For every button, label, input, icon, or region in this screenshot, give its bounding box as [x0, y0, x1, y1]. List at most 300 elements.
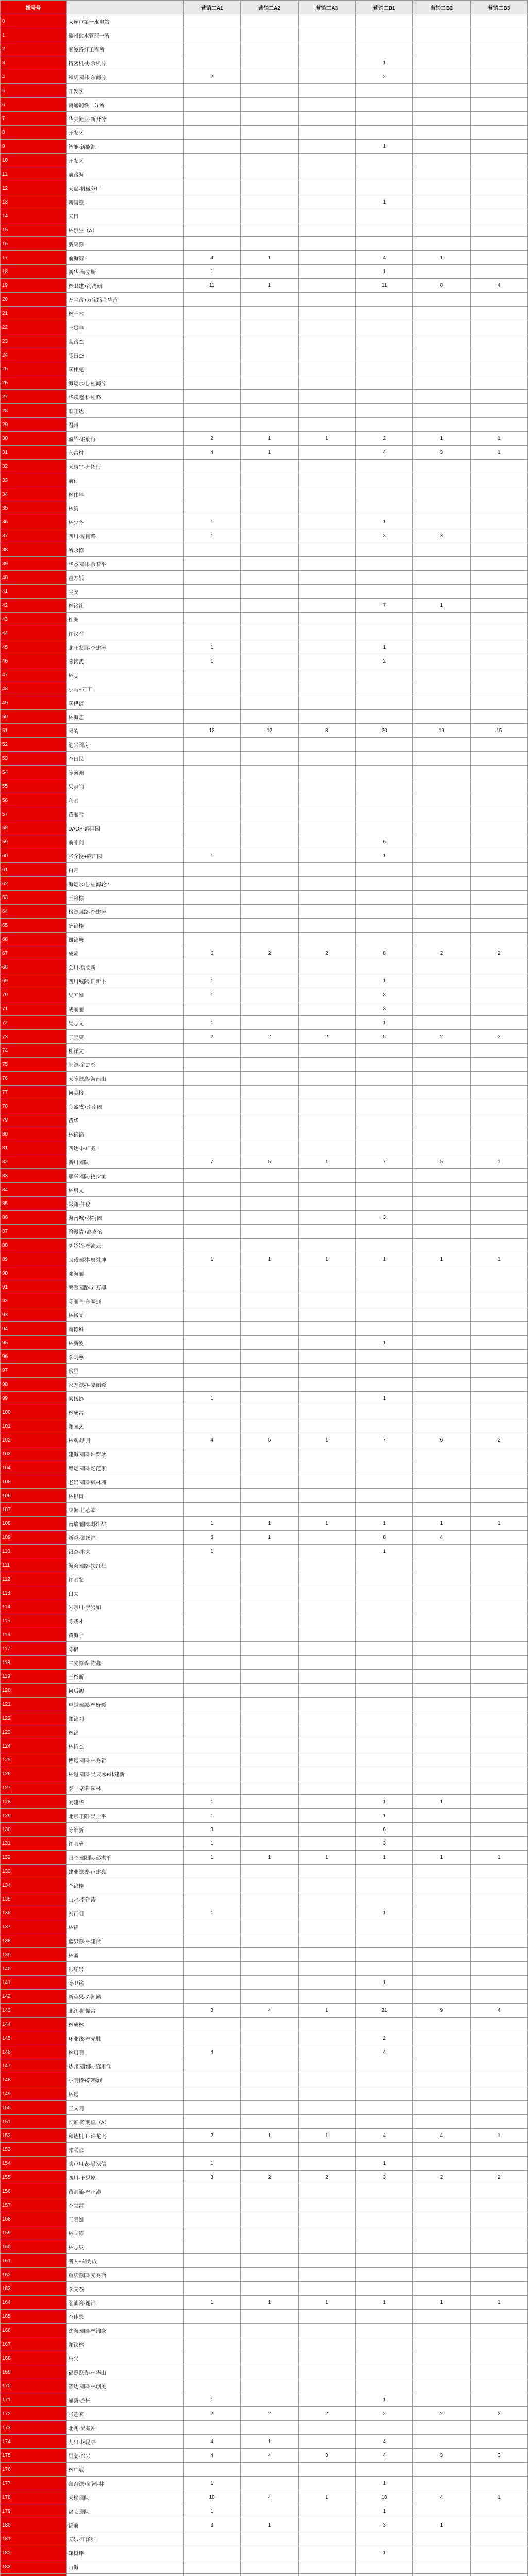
row-id: 125: [1, 1753, 67, 1767]
row-value-cell: [298, 2212, 355, 2226]
row-value-cell: [470, 974, 527, 988]
row-value-cell: [470, 1976, 527, 1990]
row-value-cell: [241, 2310, 298, 2324]
row-value-cell: [184, 320, 241, 334]
row-id: 156: [1, 2184, 67, 2198]
row-value-cell: [298, 1586, 355, 1600]
row-value-cell: [355, 1767, 412, 1781]
row-company-name: 开发区: [67, 84, 184, 98]
row-value-cell: [355, 1239, 412, 1252]
row-company-name: 前路海: [67, 167, 184, 181]
row-value-cell: 2: [470, 1030, 527, 1044]
row-id: 8: [1, 126, 67, 140]
row-value-cell: [298, 1628, 355, 1642]
row-value-cell: [241, 2282, 298, 2296]
row-value-cell: [413, 1239, 470, 1252]
row-company-name: 吴五如: [67, 988, 184, 1002]
row-id: 52: [1, 738, 67, 752]
row-value-cell: [355, 14, 412, 28]
row-id: 141: [1, 1976, 67, 1990]
row-value-cell: [298, 2115, 355, 2129]
row-value-cell: 1: [298, 2490, 355, 2504]
row-value-cell: [413, 2031, 470, 2045]
row-value-cell: [184, 2282, 241, 2296]
row-value-cell: [413, 2240, 470, 2254]
row-company-name: 开发区: [67, 126, 184, 140]
row-value-cell: [413, 1225, 470, 1239]
row-value-cell: [298, 2240, 355, 2254]
row-id: 120: [1, 1684, 67, 1698]
row-value-cell: [298, 1419, 355, 1433]
row-value-cell: 1: [184, 2504, 241, 2518]
table-row: [1, 1308, 528, 1322]
row-value-cell: [413, 1767, 470, 1781]
row-value-cell: [470, 1767, 527, 1781]
row-value-cell: [470, 1865, 527, 1878]
row-value-cell: [184, 2532, 241, 2546]
row-value-cell: [355, 1266, 412, 1280]
row-value-cell: [241, 529, 298, 543]
row-value-cell: 1: [470, 1517, 527, 1531]
row-value-cell: [184, 1405, 241, 1419]
row-value-cell: [355, 2226, 412, 2240]
row-value-cell: [241, 2477, 298, 2490]
row-id: 64: [1, 905, 67, 919]
row-value-cell: [413, 2268, 470, 2282]
table-row: [1, 2198, 528, 2212]
row-id: 172: [1, 2407, 67, 2421]
row-company-name: 福临团队: [67, 2504, 184, 2518]
row-value-cell: [298, 1322, 355, 1336]
table-row: [1, 1837, 528, 1851]
row-value-cell: [470, 1211, 527, 1225]
row-value-cell: [184, 1892, 241, 1906]
row-value-cell: [241, 42, 298, 56]
row-value-cell: 1: [298, 2004, 355, 2018]
row-value-cell: [298, 112, 355, 126]
row-value-cell: [355, 1141, 412, 1155]
row-value-cell: 1: [184, 1392, 241, 1405]
row-id: 34: [1, 487, 67, 501]
row-id: 9: [1, 140, 67, 154]
table-row: [1, 1239, 528, 1252]
row-value-cell: [413, 2324, 470, 2337]
row-value-cell: [413, 2463, 470, 2477]
row-value-cell: [298, 960, 355, 974]
row-company-name: 重庆源园-元秀西: [67, 2268, 184, 2282]
row-value-cell: [355, 2324, 412, 2337]
row-value-cell: [184, 1558, 241, 1572]
table-row: [1, 807, 528, 821]
row-value-cell: [184, 2143, 241, 2157]
row-value-cell: 1: [241, 2129, 298, 2143]
row-value-cell: [241, 2379, 298, 2393]
row-value-cell: [355, 154, 412, 167]
row-value-cell: [298, 1266, 355, 1280]
row-value-cell: 4: [184, 1433, 241, 1447]
row-value-cell: [184, 487, 241, 501]
row-value-cell: [184, 2059, 241, 2073]
row-value-cell: [413, 473, 470, 487]
row-value-cell: [241, 1239, 298, 1252]
row-value-cell: 11: [184, 279, 241, 293]
row-value-cell: [413, 56, 470, 70]
row-value-cell: [470, 1990, 527, 2004]
table-row: [1, 1127, 528, 1141]
row-value-cell: [470, 2337, 527, 2351]
row-company-name: 归心园团队-彭洪平: [67, 1851, 184, 1865]
table-row: [1, 877, 528, 891]
row-id: 104: [1, 1461, 67, 1475]
row-company-name: 福源源香-林华山: [67, 2365, 184, 2379]
row-value-cell: [184, 1656, 241, 1670]
row-value-cell: [413, 2212, 470, 2226]
row-id: 83: [1, 1169, 67, 1183]
row-value-cell: [241, 1086, 298, 1099]
table-row: [1, 320, 528, 334]
row-company-name: 黄洞涌-林正沛: [67, 2184, 184, 2198]
row-value-cell: [184, 1781, 241, 1795]
row-value-cell: [184, 2073, 241, 2087]
row-value-cell: [413, 293, 470, 307]
row-value-cell: 1: [355, 1545, 412, 1558]
row-value-cell: [184, 460, 241, 473]
row-value-cell: [241, 1099, 298, 1113]
row-company-name: 林泉生（A）: [67, 223, 184, 237]
row-value-cell: [355, 821, 412, 835]
row-value-cell: [470, 1809, 527, 1823]
table-row: [1, 933, 528, 946]
table-row: [1, 2171, 528, 2184]
row-id: 128: [1, 1795, 67, 1809]
row-company-name: 前行: [67, 473, 184, 487]
row-value-cell: [413, 1878, 470, 1892]
row-id: 55: [1, 779, 67, 793]
row-value-cell: [184, 1419, 241, 1433]
row-value-cell: [413, 334, 470, 348]
row-value-cell: [241, 1127, 298, 1141]
table-row: [1, 209, 528, 223]
row-value-cell: [355, 209, 412, 223]
row-value-cell: [298, 2282, 355, 2296]
row-value-cell: 1: [470, 2296, 527, 2310]
row-company-name: 朱宗川-泉岩如: [67, 1600, 184, 1614]
table-row: [1, 362, 528, 376]
row-id: 157: [1, 2198, 67, 2212]
row-company-name: 张艺家: [67, 2407, 184, 2421]
row-value-cell: [413, 543, 470, 557]
row-value-cell: [241, 2574, 298, 2576]
row-company-name: 王杉斯: [67, 1670, 184, 1684]
row-value-cell: [355, 738, 412, 752]
row-value-cell: [355, 1350, 412, 1364]
row-value-cell: [413, 2045, 470, 2059]
row-value-cell: [298, 529, 355, 543]
row-value-cell: 1: [413, 1795, 470, 1809]
row-company-name: 新英果-刘潮鳍: [67, 1990, 184, 2004]
row-company-name: 鼎新-胜彬: [67, 2393, 184, 2407]
row-id: 41: [1, 585, 67, 599]
row-value-cell: [470, 473, 527, 487]
row-value-cell: [298, 1239, 355, 1252]
row-value-cell: [241, 1364, 298, 1378]
table-row: [1, 1948, 528, 1962]
row-value-cell: [355, 1642, 412, 1656]
table-row: [1, 891, 528, 905]
col-header-b1: 营销二B1: [355, 1, 412, 14]
row-value-cell: [184, 1239, 241, 1252]
row-company-name: 鑫泰源+新潮-林: [67, 2477, 184, 2490]
row-value-cell: [298, 2504, 355, 2518]
row-value-cell: [184, 1169, 241, 1183]
row-value-cell: [413, 1405, 470, 1419]
row-value-cell: [184, 2184, 241, 2198]
row-value-cell: [413, 1586, 470, 1600]
row-id: 45: [1, 640, 67, 654]
row-value-cell: [298, 1141, 355, 1155]
row-value-cell: [355, 933, 412, 946]
row-value-cell: [184, 1378, 241, 1392]
row-value-cell: [241, 2184, 298, 2198]
table-row: [1, 2254, 528, 2268]
row-value-cell: [241, 2463, 298, 2477]
row-company-name: 所永德: [67, 543, 184, 557]
row-id: 168: [1, 2351, 67, 2365]
row-value-cell: [355, 1948, 412, 1962]
table-row: [1, 1489, 528, 1503]
row-value-cell: [241, 571, 298, 585]
table-row: [1, 2407, 528, 2421]
row-value-cell: 1: [470, 1851, 527, 1865]
row-value-cell: 1: [298, 2296, 355, 2310]
row-value-cell: [298, 1878, 355, 1892]
row-company-name: 前海湾: [67, 251, 184, 265]
row-value-cell: [241, 696, 298, 710]
row-id: 30: [1, 432, 67, 446]
row-value-cell: [298, 613, 355, 626]
row-value-cell: [184, 348, 241, 362]
row-value-cell: [184, 2031, 241, 2045]
row-company-name: 家方源办-夏丽媛: [67, 1378, 184, 1392]
row-company-name: 天陈源高-海南山: [67, 1072, 184, 1086]
table-row: [1, 1781, 528, 1795]
row-value-cell: 1: [470, 432, 527, 446]
row-value-cell: [241, 1405, 298, 1419]
row-value-cell: [355, 404, 412, 418]
row-value-cell: [241, 1266, 298, 1280]
row-value-cell: [470, 2087, 527, 2101]
row-value-cell: [298, 585, 355, 599]
table-row: [1, 1906, 528, 1920]
row-value-cell: [184, 418, 241, 432]
row-value-cell: [184, 390, 241, 404]
row-company-name: 胡丽丽: [67, 1002, 184, 1016]
row-company-name: 王将棕: [67, 891, 184, 905]
row-value-cell: [298, 1892, 355, 1906]
row-value-cell: [355, 1169, 412, 1183]
table-row: [1, 1558, 528, 1572]
row-value-cell: 1: [241, 432, 298, 446]
row-value-cell: [241, 515, 298, 529]
row-id: 32: [1, 460, 67, 473]
row-value-cell: [413, 237, 470, 251]
row-value-cell: [413, 1934, 470, 1948]
row-value-cell: [470, 1169, 527, 1183]
row-id: 26: [1, 376, 67, 390]
row-value-cell: [241, 1322, 298, 1336]
row-value-cell: 6: [355, 1823, 412, 1837]
table-row: [1, 167, 528, 181]
row-value-cell: [413, 515, 470, 529]
table-row: [1, 1628, 528, 1642]
table-row: [1, 265, 528, 279]
row-value-cell: [470, 2254, 527, 2268]
table-row: [1, 1517, 528, 1531]
row-id: 96: [1, 1350, 67, 1364]
row-value-cell: [184, 1670, 241, 1684]
row-value-cell: [184, 195, 241, 209]
row-id: 127: [1, 1781, 67, 1795]
table-row: [1, 974, 528, 988]
row-value-cell: [470, 265, 527, 279]
row-company-name: 港兴团房: [67, 738, 184, 752]
row-company-name: 鸿超园路-刘万柳: [67, 1280, 184, 1294]
row-value-cell: [184, 2212, 241, 2226]
row-id: 84: [1, 1183, 67, 1197]
table-row: [1, 1670, 528, 1684]
row-value-cell: [355, 84, 412, 98]
row-value-cell: [470, 2351, 527, 2365]
row-value-cell: [470, 891, 527, 905]
row-value-cell: [413, 919, 470, 933]
table-row: [1, 348, 528, 362]
table-row: [1, 390, 528, 404]
row-value-cell: [470, 460, 527, 473]
row-company-name: 开发区: [67, 154, 184, 167]
row-value-cell: [413, 1865, 470, 1878]
row-id: 175: [1, 2449, 67, 2463]
row-value-cell: [470, 84, 527, 98]
row-value-cell: [355, 1684, 412, 1698]
row-value-cell: [413, 752, 470, 766]
row-id: 147: [1, 2059, 67, 2073]
row-value-cell: [413, 265, 470, 279]
row-value-cell: [184, 891, 241, 905]
row-id: 49: [1, 696, 67, 710]
row-value-cell: [184, 2226, 241, 2240]
row-value-cell: [413, 1072, 470, 1086]
row-value-cell: [184, 752, 241, 766]
table-row: [1, 28, 528, 42]
row-value-cell: 2: [184, 432, 241, 446]
row-value-cell: [298, 1044, 355, 1058]
row-value-cell: [241, 460, 298, 473]
row-value-cell: [241, 334, 298, 348]
table-row: [1, 960, 528, 974]
row-company-name: 何美格: [67, 1086, 184, 1099]
row-value-cell: [413, 974, 470, 988]
table-row: [1, 1545, 528, 1558]
row-value-cell: [298, 1572, 355, 1586]
row-id: 13: [1, 195, 67, 209]
table-row: [1, 793, 528, 807]
row-value-cell: [184, 1934, 241, 1948]
table-row: [1, 1586, 528, 1600]
row-value-cell: [298, 487, 355, 501]
row-id: 133: [1, 1865, 67, 1878]
row-value-cell: [413, 766, 470, 779]
row-company-name: 梁扬协: [67, 1392, 184, 1405]
row-value-cell: [413, 682, 470, 696]
row-company-name: 利明: [67, 793, 184, 807]
row-value-cell: [184, 1711, 241, 1725]
row-value-cell: [413, 1545, 470, 1558]
row-value-cell: [413, 2574, 470, 2576]
row-value-cell: [355, 126, 412, 140]
row-value-cell: [470, 28, 527, 42]
row-id: 142: [1, 1990, 67, 2004]
row-value-cell: [241, 988, 298, 1002]
row-value-cell: [184, 1684, 241, 1698]
row-value-cell: [413, 1044, 470, 1058]
row-value-cell: 3: [298, 2449, 355, 2463]
row-value-cell: [184, 1002, 241, 1016]
row-value-cell: [470, 2018, 527, 2031]
row-value-cell: [241, 1294, 298, 1308]
row-id: 24: [1, 348, 67, 362]
row-value-cell: [184, 2254, 241, 2268]
row-value-cell: [241, 1865, 298, 1878]
row-value-cell: [413, 877, 470, 891]
row-value-cell: [241, 835, 298, 849]
row-value-cell: [413, 126, 470, 140]
row-value-cell: [298, 1392, 355, 1405]
row-id: 173: [1, 2421, 67, 2435]
row-value-cell: [298, 265, 355, 279]
row-value-cell: [470, 766, 527, 779]
row-value-cell: [355, 571, 412, 585]
row-value-cell: [355, 1878, 412, 1892]
row-value-cell: [355, 1308, 412, 1322]
row-id: 76: [1, 1072, 67, 1086]
row-value-cell: [298, 919, 355, 933]
row-company-name: 天目: [67, 209, 184, 223]
row-value-cell: [470, 1099, 527, 1113]
row-value-cell: [298, 1906, 355, 1920]
table-row: [1, 1113, 528, 1127]
row-company-name: 林锦锦: [67, 1127, 184, 1141]
row-value-cell: [355, 793, 412, 807]
row-value-cell: [184, 919, 241, 933]
row-id: 16: [1, 237, 67, 251]
row-value-cell: [355, 42, 412, 56]
row-value-cell: [184, 1266, 241, 1280]
table-row: [1, 2379, 528, 2393]
row-value-cell: 1: [298, 1433, 355, 1447]
row-value-cell: [241, 1809, 298, 1823]
row-value-cell: 1: [355, 265, 412, 279]
row-value-cell: [184, 1322, 241, 1336]
table-row: [1, 2031, 528, 2045]
row-value-cell: [413, 460, 470, 473]
row-value-cell: 13: [184, 724, 241, 738]
row-value-cell: 1: [184, 2477, 241, 2490]
row-id: 40: [1, 571, 67, 585]
row-value-cell: [470, 1878, 527, 1892]
row-id: 124: [1, 1739, 67, 1753]
row-id: 110: [1, 1545, 67, 1558]
row-value-cell: [184, 307, 241, 320]
